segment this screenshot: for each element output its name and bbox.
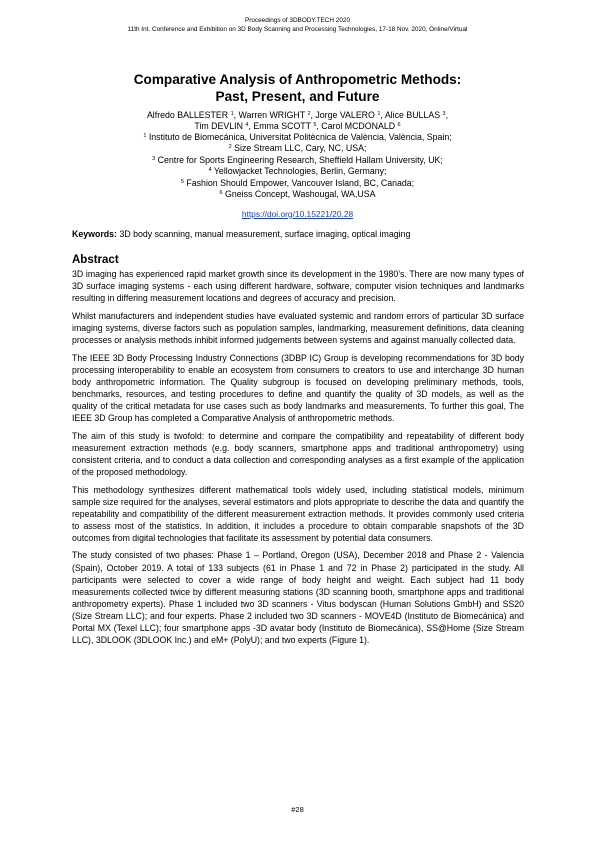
abstract-heading: Abstract xyxy=(72,254,119,266)
author-affiliation-mark: 5 xyxy=(313,122,317,128)
running-header-title: Proceedings of 3DBODY.TECH 2020 xyxy=(244,17,351,24)
affiliation-5: $^5$ Fashion Should Empower, Vancouver Island, BC, Canada; xyxy=(180,178,415,188)
author-name: Warren WRIGHT xyxy=(238,110,305,120)
paragraph: 3D imaging has experienced rapid market growth since its development in the 1980’s. There are now many types of 3D surface imaging systems - each using different hardware, software, computer vision techniques and landmarks resulting in differing measurement locations and degrees of accuracy and precision. xyxy=(72,269,524,304)
title-line-2: Past, Present, and Future xyxy=(215,89,380,104)
keywords-label: Keywords: xyxy=(72,229,117,239)
keywords xyxy=(72,229,410,239)
affiliation-3: $^3$ Centre for Sports Engineering Research, Sheffield Hallam University, UK; xyxy=(152,155,443,165)
author-affiliation-mark: 6 xyxy=(397,122,401,128)
affiliation-6: $^6$ Gneiss Concept, Washougal, WA,USA xyxy=(219,189,376,199)
author-affiliation-mark: 3 xyxy=(442,111,446,117)
affiliation-2: $^2$ Size Stream LLC, Cary, NC, USA; xyxy=(228,143,367,153)
paragraph: The aim of this study is twofold: to determine and compare the compatibility and repeatability of different body measurement extraction methods (e.g. body scanners, smartphone apps and traditional anthropometry) using consistent criteria, and to conduct a data collection and corresponding analyses as a first example of the application of the proposed methodology. xyxy=(72,430,524,477)
author-name: Emma SCOTT xyxy=(253,121,311,131)
paper-title xyxy=(0,71,595,105)
doi-link[interactable]: https://doi.org/10.15221/20.28 xyxy=(241,209,354,219)
paragraph: The IEEE 3D Body Processing Industry Connections (3DBP IC) Group is developing recommendations for 3D body processing interoperability to enable an ecosystem from consumers to creators to use and interchange 3D human body anthropometric information. The Quality subgroup is focused on developing preliminary methods, tools, benchmarks, resources, and testing procedures to define and quantify the quality of 3D models, as well as the quality of the critical metadata for use cases such as body landmarks and measurements. To further this goal, The IEEE 3D Group has completed a Comparative Analysis of anthropometric methods. xyxy=(72,352,524,424)
author-name: Carol MCDONALD xyxy=(321,121,396,131)
author-name: Jorge VALERO xyxy=(315,110,375,120)
authors-line-1: Alfredo BALLESTER $^1$, Warren WRIGHT $^2$, Jorge VALERO $^1$, Alice BULLAS $^3$, xyxy=(146,110,449,120)
abstract-body xyxy=(72,268,524,652)
running-header-conference: 11th Int. Conference and Exhibition on 3D Body Scanning and Processing Technologies, 17-18 Nov. 2020, Online/Virtual xyxy=(127,26,468,33)
author-name: Alfredo BALLESTER xyxy=(146,110,229,120)
authors-line-2: Tim DEVLIN $^4$, Emma SCOTT $^5$, Carol MCDONALD $^6$ xyxy=(194,121,401,131)
paragraph: The study consisted of two phases: Phase 1 – Portland, Oregon (USA), December 2018 and Phase 2 - Valencia (Spain), October 2019. A total of 133 subjects (61 in Phase 1 and 72 in Phase 2) participated in the study. All participants were selected to cover a wide range of body height and weight. Each subject had 11 body measurements collected twice by different measuring stations (3D scanning booth, smartphone apps and traditional anthropometry experts). Phase 1 included two 3D scanners - Vitus bodyscan (Human Solutions GmbH) and SS20 (Size Stream LLC); and four experts. Phase 2 included two 3D scanners - MOVE4D (Instituto de Biomecánica) and Portal MX (Texel LLC); four smartphone apps -3D avatar body (Instituto de Biomecánica), SS@Home (Size Stream LLC), 3DLOOK (3DLOOK Inc.) and eM+ (PolyU); and two experts (Figure 1). xyxy=(72,550,524,646)
author-name: Tim DEVLIN xyxy=(194,121,243,131)
title-line-1: Comparative Analysis of Anthropometric Methods: xyxy=(133,72,462,87)
author-affiliation-mark: 4 xyxy=(245,122,249,128)
author-name: Alice BULLAS xyxy=(384,110,441,120)
author-affiliation-mark: 2 xyxy=(307,111,311,117)
author-affiliation-mark: 1 xyxy=(377,111,381,117)
affiliation-1: $^1$ Instituto de Biomecánica, Universitat Politècnica de València, València, Spain; xyxy=(143,132,452,142)
page-number: #28 xyxy=(291,805,304,814)
paragraph: Whilst manufacturers and independent studies have evaluated systemic and random errors of particular 3D surface imaging systems, diverse factors such as population samples, landmarking, measurement definitions, data cleaning processes or analysis methods inhibit informed judgements between systems and against manually collected data. xyxy=(72,310,524,345)
paragraph: This methodology synthesizes different mathematical tools widely used, including statistical models, minimum sample size required for the analyses, several estimators and plots appropriate to describe the data and quantify the repeatability and compatibility of the different measurement extraction methods. It provides commonly used criteria to assess most of the statistics. In addition, it includes a procedure to obtain comparable snapshots of the 3D outcomes from digital technologies that facilitate its assessment by potential data consumers. xyxy=(72,484,524,543)
author-affiliation-mark: 1 xyxy=(230,111,234,117)
affiliation-4: $^4$ Yellowjacket Technologies, Berlin, Germany; xyxy=(208,166,387,176)
keywords-text: 3D body scanning, manual measurement, surface imaging, optical imaging xyxy=(119,229,411,239)
